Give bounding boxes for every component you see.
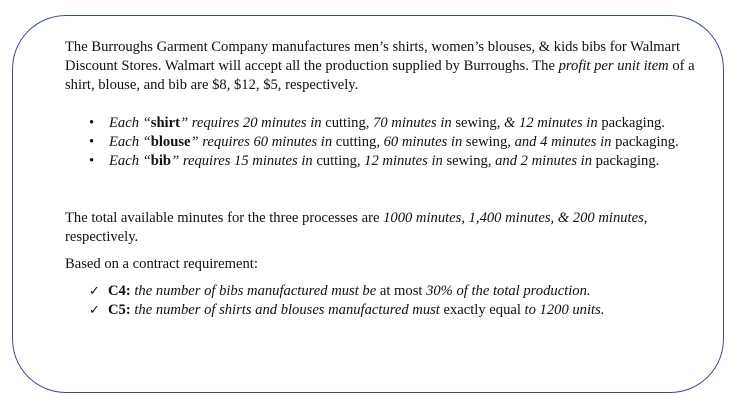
profit-text: of a shirt, blouse, and bib are $8, $12, $5, respectively.: [65, 58, 695, 93]
spacer: [65, 171, 705, 209]
req-text: , and 2 minutes in: [487, 153, 593, 169]
req-text: , 60 minutes in: [376, 134, 466, 150]
process-name: packaging.: [611, 134, 679, 150]
totals-paragraph: [65, 209, 705, 247]
req-text: ” requires 15 minutes in: [171, 153, 317, 169]
req-text: ” requires 60 minutes in: [190, 134, 336, 150]
req-text: Each “: [109, 115, 151, 131]
req-text: Each “: [109, 153, 151, 169]
process-name: sewing: [446, 153, 488, 169]
process-name: cutting: [335, 134, 377, 150]
constraint-text: 30% of the total production.: [422, 283, 591, 299]
constraint-label: C5:: [108, 302, 131, 318]
req-text: , & 12 minutes in: [496, 115, 598, 131]
bullet-icon: •: [89, 115, 95, 131]
constraint-c4: [65, 282, 705, 301]
requirement-blouse: [65, 133, 705, 152]
item-name: bib: [150, 153, 172, 169]
requirements-list: [65, 114, 705, 171]
process-name: sewing: [465, 134, 508, 150]
totals-text: , respectively.: [65, 210, 648, 245]
req-text: , 70 minutes in: [365, 115, 456, 131]
process-name: packaging.: [597, 115, 665, 131]
checkmark-icon: ✓: [89, 303, 100, 318]
constraint-text: to 1200 units.: [520, 302, 605, 318]
process-name: cutting: [325, 115, 366, 131]
req-text: , 12 minutes in: [356, 153, 447, 169]
problem-statement: [65, 38, 705, 320]
bullet-icon: •: [89, 134, 95, 150]
constraint-text: the number of bibs manufactured must be: [130, 283, 380, 299]
intro-paragraph: [65, 38, 705, 95]
req-text: ” requires 20 minutes in: [179, 115, 326, 131]
constraints-list: [65, 282, 705, 320]
contract-heading: Based on a contract requirement:: [65, 256, 258, 272]
req-text: , and 4 minutes in: [507, 134, 612, 150]
constraint-operator: at most: [379, 283, 423, 299]
totals-values: 1000 minutes, 1,400 minutes, & 200 minutes: [383, 210, 644, 226]
profit-label: profit per unit item: [558, 58, 669, 74]
process-name: packaging.: [592, 153, 660, 169]
constraint-label: C4:: [108, 283, 131, 299]
totals-text: The total available minutes for the three processes are: [65, 210, 384, 226]
bullet-icon: •: [89, 153, 95, 169]
process-name: sewing: [455, 115, 497, 131]
item-name: shirt: [150, 115, 180, 131]
item-name: blouse: [150, 134, 191, 150]
requirement-shirt: [65, 114, 705, 133]
requirement-bib: [65, 152, 705, 171]
constraint-operator: exactly equal: [443, 302, 521, 318]
constraint-text: the number of shirts and blouses manufactured must: [130, 302, 444, 318]
checkmark-icon: ✓: [89, 284, 100, 299]
process-name: cutting: [316, 153, 357, 169]
constraint-c5: [65, 301, 705, 320]
intro-text: The Burroughs Garment Company manufactures men’s shirts, women’s blouses, & kids bibs for Walmart Discount Stores. Walmart will accept all the production supplied by Burroughs. The: [65, 39, 681, 74]
req-text: Each “: [109, 134, 151, 150]
